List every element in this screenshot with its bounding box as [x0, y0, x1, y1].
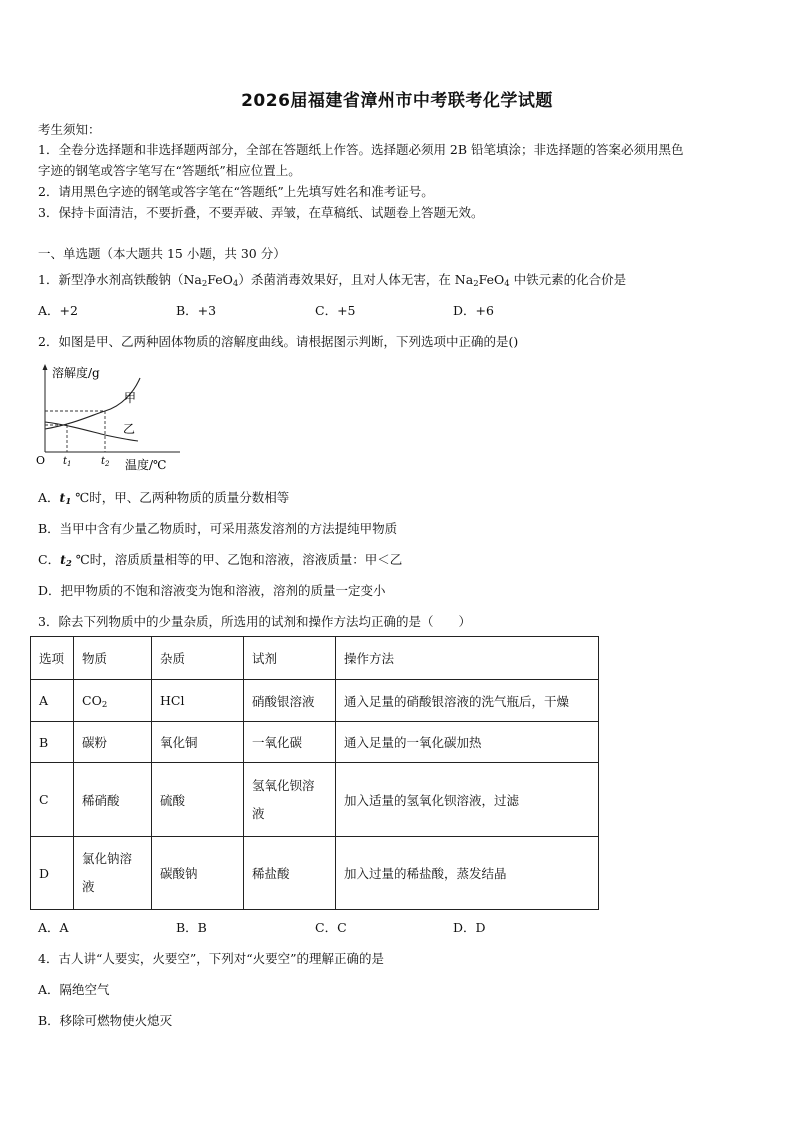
row-c-reagent: 氢氧化钡溶 液 — [244, 763, 336, 837]
q4-option-b: B．移除可燃物使火熄灭 — [38, 1013, 173, 1028]
q2-option-a: A．$t_1$ ℃时，甲、乙两种物质的质量分数相等 — [38, 490, 290, 507]
row-d-impurity: 碳酸钠 — [152, 837, 244, 910]
page-title: 2026届福建省漳州市中考联考化学试题 — [241, 91, 553, 111]
row-d-option: D — [31, 837, 74, 910]
notice-item-1-cont: 字迹的钢笔或答字笔写在“答题纸”相应位置上。 — [38, 163, 301, 178]
q2-option-d: D．把甲物质的不饱和溶液变为饱和溶液，溶剂的质量一定变小 — [38, 583, 386, 598]
table-row — [31, 837, 599, 910]
row-b-option: B — [31, 722, 74, 763]
x-axis-label: 温度/℃ — [125, 458, 167, 472]
question-1-stem: 1．新型净水剂高铁酸钠$(Na_2FeO_4)$杀菌消毒效果好，且对人体无害，在 $Na_2FeO_4$ 中铁元素的化合价是 — [38, 272, 627, 289]
row-a-reagent: 硝酸银溶液 — [244, 680, 336, 722]
q1-option-c: C．+5 — [315, 303, 356, 318]
question-2-stem: 2．如图是甲、乙两种固体物质的溶解度曲线。请根据图示判断，下列选项中正确的是() — [38, 334, 519, 349]
notice-item-2: 2．请用黑色字迹的钢笔或答字笔在“答题纸”上先填写姓名和准考证号。 — [38, 184, 434, 199]
header-substance: 物质 — [74, 637, 152, 680]
curve-label-jia: 甲 — [124, 391, 137, 405]
q1-option-d: D．+6 — [453, 303, 494, 318]
y-axis-arrow — [43, 364, 48, 370]
row-a-method: 通入足量的硝酸银溶液的洗气瓶后，干燥 — [336, 680, 599, 722]
q3-option-c: C．C — [315, 920, 347, 935]
table-row — [31, 722, 599, 763]
row-b-method: 通入足量的一氧化碳加热 — [336, 722, 599, 763]
q3-option-a: A．A — [38, 920, 69, 935]
question-4-stem: 4．古人讲“人要实，火要空”，下列对“火要空”的理解正确的是 — [38, 951, 385, 966]
row-d-substance: 氯化钠溶 液 — [74, 837, 152, 910]
table-row — [31, 763, 599, 837]
row-d-method: 加入过量的稀盐酸，蒸发结晶 — [336, 837, 599, 910]
q3-option-b: B．B — [176, 920, 207, 935]
header-reagent: 试剂 — [244, 637, 336, 680]
q1-option-a: A．+2 — [38, 303, 78, 318]
q1-option-b: B．+3 — [176, 303, 217, 318]
row-a-option: A — [31, 680, 74, 722]
row-b-reagent: 一氧化碳 — [244, 722, 336, 763]
question-3-stem: 3．除去下列物质中的少量杂质，所选用的试剂和操作方法均正确的是（ ） — [38, 614, 471, 629]
header-impurity: 杂质 — [152, 637, 244, 680]
notice-item-3: 3．保持卡面清洁，不要折叠，不要弄破、弄皱，在草稿纸、试题卷上答题无效。 — [38, 205, 484, 220]
row-a-impurity: HCl — [152, 680, 244, 722]
row-c-option: C — [31, 763, 74, 837]
row-c-impurity: 硫酸 — [152, 763, 244, 837]
section-heading: 一、单选题（本大题共 15 小题，共 30 分） — [38, 246, 286, 261]
solubility-graph — [34, 362, 184, 474]
row-a-substance: $CO_2$ — [74, 680, 152, 722]
q2-option-c: C．$t_2$ ℃时，溶质质量相等的甲、乙饱和溶液，溶液质量：甲＜乙 — [38, 552, 403, 569]
notice-heading: 考生须知： — [38, 122, 101, 137]
notice-item-1: 1．全卷分选择题和非选择题两部分，全部在答题纸上作答。选择题必须用 2B 铅笔填涂；非选择题的答案必须用黑色 — [38, 142, 684, 157]
q2-option-b: B．当甲中含有少量乙物质时，可采用蒸发溶剂的方法提纯甲物质 — [38, 521, 398, 536]
q3-option-d: D．D — [453, 920, 486, 935]
row-c-substance: 稀硝酸 — [74, 763, 152, 837]
curve-label-yi: 乙 — [123, 422, 136, 436]
q3-table — [30, 636, 599, 910]
tick-label-t1: $t_1$ — [63, 456, 72, 468]
row-d-reagent: 稀盐酸 — [244, 837, 336, 910]
origin-label: O — [36, 454, 46, 467]
row-c-method: 加入适量的氢氧化钡溶液，过滤 — [336, 763, 599, 837]
row-b-impurity: 氧化铜 — [152, 722, 244, 763]
y-axis-label: 溶解度/g — [52, 366, 100, 380]
table-row — [31, 680, 599, 722]
row-b-substance: 碳粉 — [74, 722, 152, 763]
header-option: 选项 — [31, 637, 74, 680]
q4-option-a: A．隔绝空气 — [38, 982, 110, 997]
header-method: 操作方法 — [336, 637, 599, 680]
table-header-row — [31, 637, 599, 680]
tick-label-t2: $t_2$ — [101, 456, 110, 468]
